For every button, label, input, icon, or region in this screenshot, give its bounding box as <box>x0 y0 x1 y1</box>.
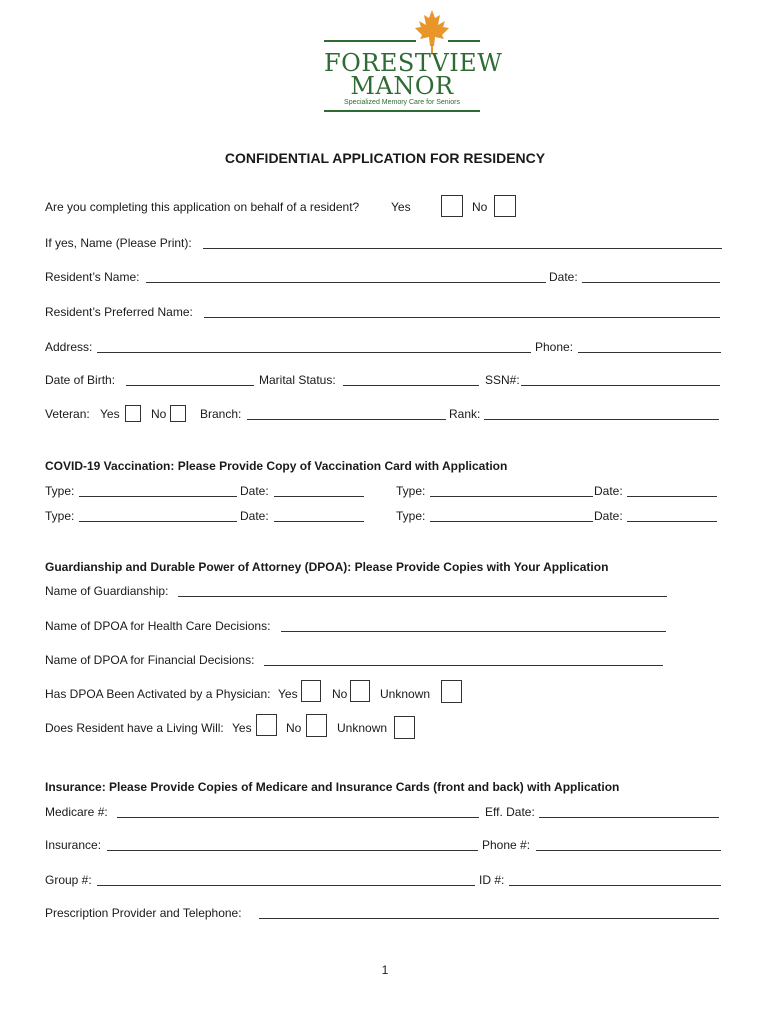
rank-label: Rank: <box>449 407 481 421</box>
resident-name-field[interactable] <box>146 282 546 283</box>
resident-date-label: Date: <box>549 270 578 284</box>
activated-unknown-label: Unknown <box>380 687 431 701</box>
rank-field[interactable] <box>484 419 719 420</box>
insurance-label: Insurance: <box>45 838 102 852</box>
logo-word-manor: MANOR <box>350 72 454 100</box>
veteran-no-checkbox[interactable] <box>170 405 186 422</box>
covid-date-field[interactable] <box>627 521 717 522</box>
activated-unknown-checkbox[interactable] <box>441 680 462 703</box>
medicare-label: Medicare #: <box>45 805 108 819</box>
resident-name-label: Resident’s Name: <box>45 270 140 284</box>
ifyes-name-label: If yes, Name (Please Print): <box>45 236 192 250</box>
veteran-yes-checkbox[interactable] <box>125 405 141 422</box>
covid-type-field[interactable] <box>430 521 593 522</box>
logo-tagline: Specialized Memory Care for Seniors <box>344 99 460 106</box>
group-label: Group #: <box>45 873 92 887</box>
ssn-field[interactable] <box>521 385 720 386</box>
living-will-unknown-checkbox[interactable] <box>394 716 415 739</box>
covid-type-field[interactable] <box>430 496 593 497</box>
insurance-phone-field[interactable] <box>536 850 721 851</box>
behalf-yes-label: Yes <box>391 200 411 214</box>
behalf-question: Are you completing this application on behalf of a resident? <box>45 200 360 214</box>
activated-yes-label: Yes <box>278 687 298 701</box>
logo-word-forestview: FORESTVIEW <box>324 49 503 77</box>
covid-type-field[interactable] <box>79 521 237 522</box>
veteran-no-label: No <box>151 407 167 421</box>
eff-date-label: Eff. Date: <box>485 805 535 819</box>
living-will-yes-checkbox[interactable] <box>256 714 277 736</box>
living-will-no-checkbox[interactable] <box>306 714 327 737</box>
covid-date-label: Date: <box>240 509 269 523</box>
phone-field[interactable] <box>578 352 721 353</box>
covid-date-field[interactable] <box>627 496 717 497</box>
preferred-name-field[interactable] <box>204 317 720 318</box>
covid-date-field[interactable] <box>274 521 364 522</box>
dpoa-health-label: Name of DPOA for Health Care Decisions: <box>45 619 271 633</box>
veteran-yes-label: Yes <box>100 407 120 421</box>
branch-label: Branch: <box>200 407 242 421</box>
logo-top-rule-right <box>448 40 480 42</box>
behalf-no-label: No <box>472 200 488 214</box>
branch-field[interactable] <box>247 419 446 420</box>
living-will-unknown-label: Unknown <box>337 721 388 735</box>
insurance-heading: Insurance: Please Provide Copies of Medicare and Insurance Cards (front and back) with Application <box>45 780 620 794</box>
resident-date-field[interactable] <box>582 282 720 283</box>
medicare-field[interactable] <box>117 817 479 818</box>
phone-label: Phone: <box>535 340 574 354</box>
veteran-label: Veteran: <box>45 407 90 421</box>
living-will-yes-label: Yes <box>232 721 252 735</box>
address-field[interactable] <box>97 352 531 353</box>
prescription-label: Prescription Provider and Telephone: <box>45 906 242 920</box>
dob-label: Date of Birth: <box>45 373 116 387</box>
covid-date-label: Date: <box>594 509 623 523</box>
id-label: ID #: <box>479 873 505 887</box>
covid-date-label: Date: <box>594 484 623 498</box>
covid-type-label: Type: <box>45 484 75 498</box>
page-number: 1 <box>381 963 389 977</box>
activated-no-checkbox[interactable] <box>350 680 370 702</box>
forestview-manor-logo <box>324 8 503 112</box>
eff-date-field[interactable] <box>539 817 719 818</box>
insurance-field[interactable] <box>107 850 478 851</box>
address-label: Address: <box>45 340 93 354</box>
covid-date-field[interactable] <box>274 496 364 497</box>
covid-type-label: Type: <box>396 484 426 498</box>
guardianship-name-label: Name of Guardianship: <box>45 584 169 598</box>
dob-field[interactable] <box>126 385 254 386</box>
guardianship-heading: Guardianship and Durable Power of Attorney (DPOA): Please Provide Copies with Your Application <box>45 560 609 574</box>
ssn-label: SSN#: <box>485 373 520 387</box>
covid-type-label: Type: <box>396 509 426 523</box>
guardianship-name-field[interactable] <box>178 596 667 597</box>
marital-status-field[interactable] <box>343 385 479 386</box>
insurance-phone-label: Phone #: <box>482 838 531 852</box>
covid-date-label: Date: <box>240 484 269 498</box>
covid-heading: COVID-19 Vaccination: Please Provide Copy of Vaccination Card with Application <box>45 459 508 473</box>
activated-no-label: No <box>332 687 348 701</box>
logo-top-rule <box>324 40 416 42</box>
covid-type-label: Type: <box>45 509 75 523</box>
marital-status-label: Marital Status: <box>259 373 336 387</box>
id-field[interactable] <box>509 885 721 886</box>
activated-yes-checkbox[interactable] <box>301 680 321 702</box>
preferred-name-label: Resident’s Preferred Name: <box>45 305 193 319</box>
dpoa-activated-label: Has DPOA Been Activated by a Physician: <box>45 687 271 701</box>
group-field[interactable] <box>97 885 475 886</box>
prescription-field[interactable] <box>259 918 719 919</box>
covid-type-field[interactable] <box>79 496 237 497</box>
living-will-label: Does Resident have a Living Will: <box>45 721 224 735</box>
logo-bottom-rule <box>324 110 480 112</box>
behalf-no-checkbox[interactable] <box>494 195 516 217</box>
ifyes-name-field[interactable] <box>203 248 722 249</box>
behalf-yes-checkbox[interactable] <box>441 195 463 217</box>
living-will-no-label: No <box>286 721 302 735</box>
dpoa-health-field[interactable] <box>281 631 666 632</box>
dpoa-financial-label: Name of DPOA for Financial Decisions: <box>45 653 255 667</box>
dpoa-financial-field[interactable] <box>264 665 663 666</box>
form-title: CONFIDENTIAL APPLICATION FOR RESIDENCY <box>224 150 546 166</box>
